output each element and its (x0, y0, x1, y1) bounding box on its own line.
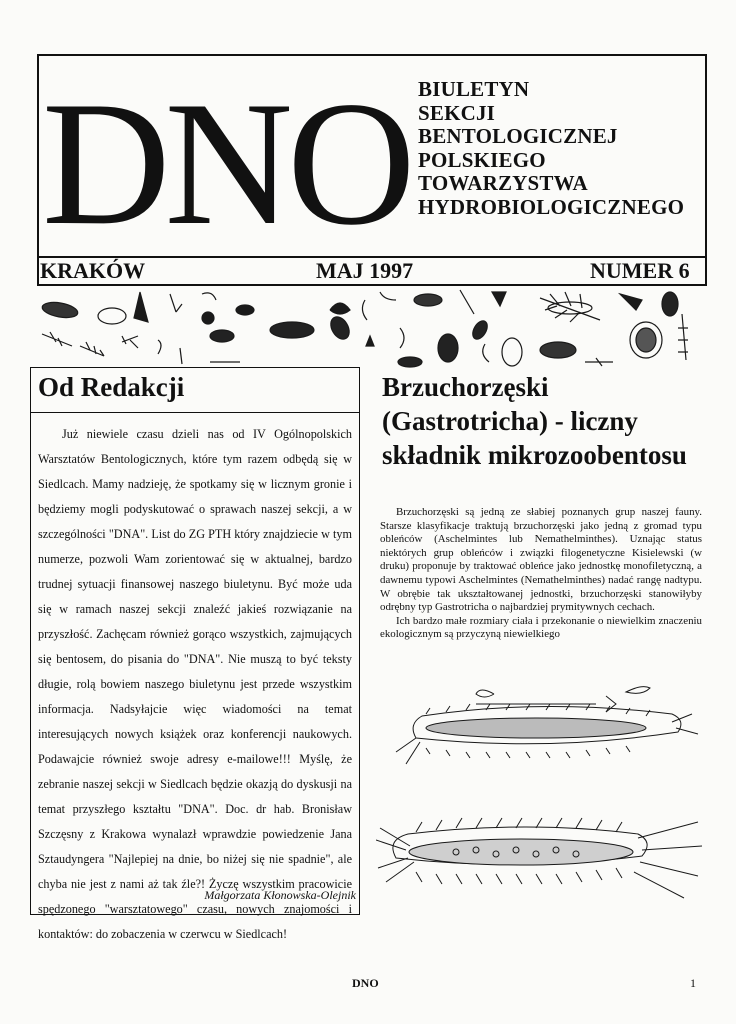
organisms-illustration (30, 288, 710, 368)
editorial-body (38, 422, 352, 947)
article-body (380, 506, 702, 642)
subtitle-line: BIULETYN (418, 77, 530, 101)
subtitle-line: POLSKIEGO (418, 147, 546, 172)
issue-date: MAJ 1997 (316, 258, 414, 283)
subtitle-line: TOWARZYSTWA (418, 171, 588, 195)
subtitle-line: HYDROBIOLOGICZNEGO (418, 194, 685, 219)
editorial-title: Od Redakcji (38, 372, 185, 402)
subtitle-line: BENTOLOGICZNEJ (418, 124, 618, 148)
page-number: 1 (690, 976, 696, 990)
article-title: Brzuchorzęski (Gastrotricha) - liczny składnik mikrozoobentosu (382, 372, 687, 470)
subtitle-line: SEKCJI (418, 100, 496, 125)
article-paragraph: Brzuchorzęski są jedną ze słabiej poznanych grup naszej fauny. Starsze klasyfikacje traktują brzuchorzęski jako jedną z gromad typu obleńców (Aschelmintes lub Nemathelminthes). Uznając status niektórych grup obleńców i związki filogenetyczne Kisielewski (w druku) proponuje by traktować obleńce jako jednostkę monofiletyczną, a dawnemu typowi Aschelmintes (Nemathelminthes) nadać rangę nadtypu. W obrębie tak ukształtowanej jednostki, brzuchorzęski stanowiłyby odrębny typ Gastrotricha o najbardziej prymitywnych cechach. (380, 506, 702, 614)
logo-title: DNO (42, 64, 410, 262)
footer-title: DNO (352, 976, 379, 990)
editorial-signature: Małgorzata Kłonowska-Olejnik (204, 888, 356, 902)
editorial-divider (30, 412, 360, 413)
article-paragraph: Ich bardzo małe rozmiary ciała i przekonanie o niewielkim znaczeniu ekologicznym są przyczyną niewielkiego (380, 614, 702, 641)
gastrotricha-illustration (376, 668, 706, 928)
masthead-subtitle (418, 78, 684, 219)
editorial-paragraph: Już niewiele czasu dzieli nas od IV Ogólnopolskich Warsztatów Bentologicznych, które tym razem odbędą się w Siedlcach. Mamy nadzieję, że spotkamy się w licznym gronie i będziemy mogli podyskutować o sprawach naszej sekcji, a w szczególności "DNA". List do ZG PTH który znajdziecie w tym numerze, pozwoli Wam zorientować się w aktualnej, bardzo trudnej sytuacji finansowej naszego biuletynu. Być może uda się w ramach naszej sekcji znaleźć jakieś rozwiązanie na przyszłość. Zachęcam również gorąco wszystkich, zajmujących się bentosem, do pisania do "DNA". Nie muszą to być teksty długie, rolą bowiem naszego biuletynu jest przede wszystkim informacja. Nadsyłajcie więc wiadomości na temat interesujących nowych książek oraz konferencji naukowych. Podawajcie również swoje adresy e-mailowe!!! Myślę, że zebranie naszej sekcji w Siedlcach będzie okazją do dyskusji na temat przyszłego kształtu "DNA". Doc. dr hab. Bronisław Szczęsny z Krakowa wynalazł wprawdzie powiedzenie Jana Sztaudyngera "Najlepiej na dnie, bo niżej się nie spadnie", ale chyba nie jest z nami aż tak źle?! Życzę wszystkim pracowicie spędzonego "warsztatowego" czasu, nowych znajomości i kontaktów: do zobaczenia w czerwcu w Siedlcach! (38, 427, 352, 941)
issue-number: NUMER 6 (590, 258, 690, 283)
city-label: KRAKÓW (40, 258, 146, 283)
